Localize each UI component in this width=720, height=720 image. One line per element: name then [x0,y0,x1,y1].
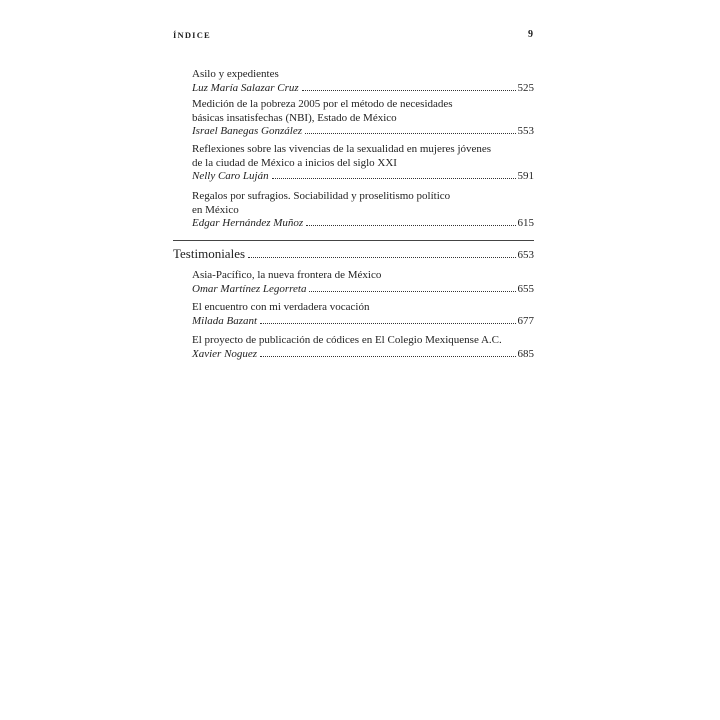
toc-entry-title: Asilo y expedientes [192,68,279,80]
toc-entry-title-continued: de la ciudad de México a inicios del siglo XXI [192,156,397,169]
toc-entry-page: 591 [517,170,534,182]
toc-entry [192,143,534,184]
toc-entry [192,98,534,139]
toc-section-heading [173,246,534,262]
toc-entry-title: Reflexiones sobre las vivencias de la sexualidad en mujeres jóvenes [192,143,492,155]
toc-entry-author: Xavier Noguez [192,347,258,360]
toc-entry-author-line [192,217,534,231]
toc-entry-title: El proyecto de publicación de códices en El Colegio Mexiquense A.C. [192,334,502,346]
toc-entry-page: 685 [517,347,534,360]
dot-leader [305,133,516,134]
toc-entry [192,269,534,296]
toc-entry-title: Regalos por sufragios. Sociabilidad y proselitismo político [192,190,451,202]
toc-entry-author-line [192,348,534,362]
toc-entry-page: 655 [517,282,534,295]
toc-section-page: 653 [517,249,534,261]
toc-entry-title: Medición de la pobreza 2005 por el método de necesidades [192,98,453,110]
toc-entry-author-line [192,125,534,139]
toc-entry-author-line [192,283,534,297]
toc-entry-author-line [192,82,534,96]
dot-leader [272,178,516,179]
toc-entry-title-continued: en México [192,203,239,216]
dot-leader [306,225,515,226]
toc-entry [192,334,534,361]
section-divider [173,240,534,241]
toc-entry-author-line [192,315,534,329]
dot-leader [260,356,515,357]
running-header [173,30,535,44]
toc-entry-author-line [192,170,534,184]
dot-leader [260,323,515,324]
toc-entry-title: Asia-Pacífico, la nueva frontera de México [192,269,382,281]
toc-entry [192,190,534,231]
toc-entry-author: Luz María Salazar Cruz [192,81,299,94]
toc-entry-author: Israel Banegas González [192,125,302,137]
toc-entry-author: Nelly Caro Luján [192,170,269,182]
toc-entry-title: El encuentro con mi verdadera vocación [192,301,370,313]
running-header-page-number: 9 [528,29,533,40]
dot-leader [302,90,516,91]
toc-entry-page: 525 [517,81,534,94]
toc-section-title: Testimoniales [173,246,246,261]
toc-entry [192,301,534,328]
toc-entry [192,68,534,95]
running-header-title: ÍNDICE [173,30,211,40]
toc-entry-title-continued: básicas insatisfechas (NBI), Estado de México [192,111,397,124]
toc-entry-page: 553 [517,125,534,137]
toc-entry-author: Omar Martínez Legorreta [192,282,307,295]
toc-entry-page: 615 [517,217,534,229]
dot-leader [248,257,515,258]
toc-entry-author: Milada Bazant [192,314,258,327]
dot-leader [309,291,515,292]
toc-entry-author: Edgar Hernández Muñoz [192,217,304,229]
toc-entry-page: 677 [517,314,534,327]
